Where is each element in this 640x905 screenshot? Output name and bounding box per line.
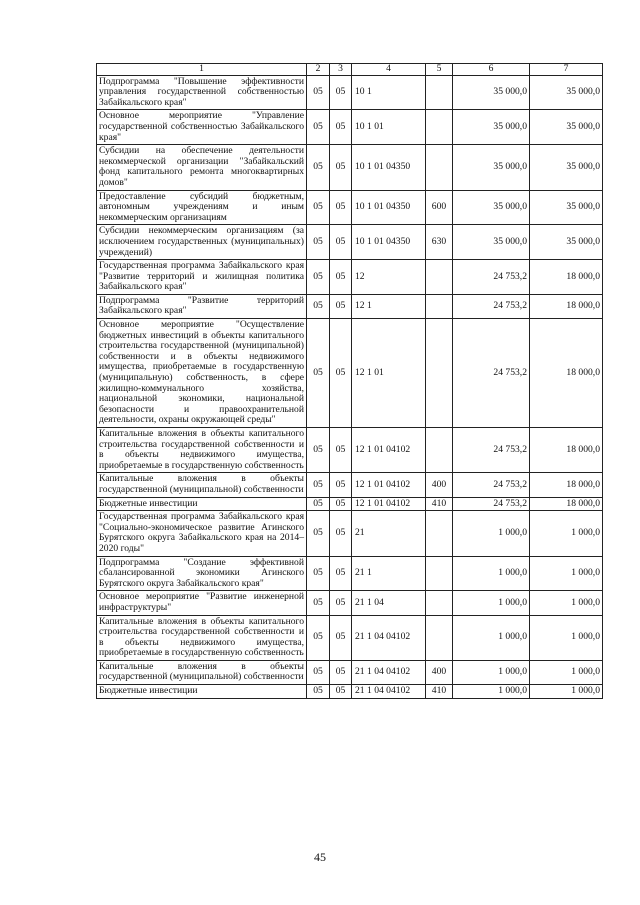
target-article-cell: 21 1 04 04102 bbox=[352, 685, 426, 699]
row-name-cell: Основное мероприятие "Осуществление бюджетных инвестиций в объекты капитального строительства государственной (муниципальной) собственности и в объекты недвижимого имущества, приобретаемые в государственную (муниципальную) собственность, в сфере жилищно-коммунального хозяйства, национальной экономики, национальной безопасности и правоохранительной деятельности, охраны окружающей среды" bbox=[97, 319, 307, 428]
amount-cell-year1: 24 753,2 bbox=[453, 497, 530, 511]
column-header: 2 bbox=[307, 64, 330, 76]
subsection-code-cell: 05 bbox=[330, 511, 352, 556]
table-row bbox=[97, 260, 603, 295]
amount-cell-year2: 1 000,0 bbox=[530, 511, 603, 556]
expense-type-cell bbox=[426, 591, 453, 615]
expense-type-cell bbox=[426, 260, 453, 295]
column-header: 5 bbox=[426, 64, 453, 76]
budget-table bbox=[96, 63, 603, 699]
page-number: 45 bbox=[314, 850, 326, 864]
amount-cell-year1: 1 000,0 bbox=[453, 685, 530, 699]
section-code-cell: 05 bbox=[307, 473, 330, 497]
amount-cell-year2: 35 000,0 bbox=[530, 190, 603, 225]
amount-cell-year2: 1 000,0 bbox=[530, 615, 603, 660]
column-header: 7 bbox=[530, 64, 603, 76]
expense-type-cell: 410 bbox=[426, 497, 453, 511]
column-header: 6 bbox=[453, 64, 530, 76]
expense-type-cell: 630 bbox=[426, 225, 453, 260]
subsection-code-cell: 05 bbox=[330, 319, 352, 428]
amount-cell-year1: 24 753,2 bbox=[453, 260, 530, 295]
subsection-code-cell: 05 bbox=[330, 685, 352, 699]
target-article-cell: 12 1 01 bbox=[352, 319, 426, 428]
row-name-cell: Капитальные вложения в объекты капитального строительства государственной собственности и в объекты недвижимого имущества, приобретаемые в государственную собственность bbox=[97, 428, 307, 473]
amount-cell-year1: 24 753,2 bbox=[453, 473, 530, 497]
row-name-cell: Подпрограмма "Повышение эффективности управления государственной собственностью Забайкальского края" bbox=[97, 75, 307, 110]
target-article-cell: 10 1 01 04350 bbox=[352, 190, 426, 225]
amount-cell-year1: 35 000,0 bbox=[453, 225, 530, 260]
section-code-cell: 05 bbox=[307, 497, 330, 511]
subsection-code-cell: 05 bbox=[330, 110, 352, 145]
row-name-cell: Подпрограмма "Развитие территорий Забайкальского края" bbox=[97, 294, 307, 318]
table-row bbox=[97, 511, 603, 556]
table-row bbox=[97, 145, 603, 190]
expense-type-cell bbox=[426, 319, 453, 428]
row-name-cell: Основное мероприятие "Управление государственной собственностью Забайкальского края" bbox=[97, 110, 307, 145]
column-header: 1 bbox=[97, 64, 307, 76]
row-name-cell: Основное мероприятие "Развитие инженерной инфраструктуры" bbox=[97, 591, 307, 615]
amount-cell-year2: 1 000,0 bbox=[530, 556, 603, 591]
table-row bbox=[97, 319, 603, 428]
subsection-code-cell: 05 bbox=[330, 428, 352, 473]
expense-type-cell: 400 bbox=[426, 660, 453, 684]
expense-type-cell bbox=[426, 615, 453, 660]
table-row bbox=[97, 75, 603, 110]
expense-type-cell bbox=[426, 145, 453, 190]
section-code-cell: 05 bbox=[307, 75, 330, 110]
row-name-cell: Предоставление субсидий бюджетным, автономным учреждениям и иным некоммерческим организациям bbox=[97, 190, 307, 225]
target-article-cell: 12 1 01 04102 bbox=[352, 473, 426, 497]
target-article-cell: 12 1 01 04102 bbox=[352, 497, 426, 511]
row-name-cell: Бюджетные инвестиции bbox=[97, 685, 307, 699]
target-article-cell: 21 1 bbox=[352, 556, 426, 591]
amount-cell-year2: 1 000,0 bbox=[530, 685, 603, 699]
table-row bbox=[97, 473, 603, 497]
section-code-cell: 05 bbox=[307, 685, 330, 699]
amount-cell-year2: 18 000,0 bbox=[530, 497, 603, 511]
amount-cell-year2: 18 000,0 bbox=[530, 260, 603, 295]
expense-type-cell: 600 bbox=[426, 190, 453, 225]
subsection-code-cell: 05 bbox=[330, 225, 352, 260]
section-code-cell: 05 bbox=[307, 591, 330, 615]
target-article-cell: 21 bbox=[352, 511, 426, 556]
amount-cell-year2: 35 000,0 bbox=[530, 75, 603, 110]
table-row bbox=[97, 428, 603, 473]
row-name-cell: Субсидии некоммерческим организациям (за исключением государственных (муниципальных) учреждений) bbox=[97, 225, 307, 260]
section-code-cell: 05 bbox=[307, 319, 330, 428]
section-code-cell: 05 bbox=[307, 511, 330, 556]
column-header: 4 bbox=[352, 64, 426, 76]
target-article-cell: 21 1 04 04102 bbox=[352, 660, 426, 684]
amount-cell-year2: 1 000,0 bbox=[530, 591, 603, 615]
row-name-cell: Субсидии на обеспечение деятельности некоммерческой организации "Забайкальский фонд капитального ремонта многоквартирных домов" bbox=[97, 145, 307, 190]
table-row bbox=[97, 615, 603, 660]
target-article-cell: 21 1 04 04102 bbox=[352, 615, 426, 660]
table-header-row bbox=[97, 64, 603, 76]
target-article-cell: 12 1 01 04102 bbox=[352, 428, 426, 473]
section-code-cell: 05 bbox=[307, 225, 330, 260]
subsection-code-cell: 05 bbox=[330, 145, 352, 190]
expense-type-cell bbox=[426, 511, 453, 556]
section-code-cell: 05 bbox=[307, 660, 330, 684]
target-article-cell: 21 1 04 bbox=[352, 591, 426, 615]
table-row bbox=[97, 110, 603, 145]
target-article-cell: 12 1 bbox=[352, 294, 426, 318]
expense-type-cell bbox=[426, 556, 453, 591]
amount-cell-year2: 18 000,0 bbox=[530, 473, 603, 497]
target-article-cell: 10 1 01 bbox=[352, 110, 426, 145]
amount-cell-year1: 35 000,0 bbox=[453, 145, 530, 190]
table-row bbox=[97, 591, 603, 615]
subsection-code-cell: 05 bbox=[330, 591, 352, 615]
target-article-cell: 10 1 bbox=[352, 75, 426, 110]
expense-type-cell bbox=[426, 75, 453, 110]
amount-cell-year2: 35 000,0 bbox=[530, 110, 603, 145]
expense-type-cell bbox=[426, 428, 453, 473]
subsection-code-cell: 05 bbox=[330, 75, 352, 110]
expense-type-cell: 410 bbox=[426, 685, 453, 699]
expense-type-cell bbox=[426, 294, 453, 318]
target-article-cell: 10 1 01 04350 bbox=[352, 145, 426, 190]
amount-cell-year2: 18 000,0 bbox=[530, 319, 603, 428]
amount-cell-year1: 24 753,2 bbox=[453, 428, 530, 473]
table-row bbox=[97, 497, 603, 511]
amount-cell-year1: 35 000,0 bbox=[453, 110, 530, 145]
expense-type-cell bbox=[426, 110, 453, 145]
row-name-cell: Бюджетные инвестиции bbox=[97, 497, 307, 511]
subsection-code-cell: 05 bbox=[330, 260, 352, 295]
subsection-code-cell: 05 bbox=[330, 294, 352, 318]
subsection-code-cell: 05 bbox=[330, 556, 352, 591]
section-code-cell: 05 bbox=[307, 615, 330, 660]
row-name-cell: Государственная программа Забайкальского края "Социально-экономическое развитие Агинского Бурятского округа Забайкальского края на 2014–2020 годы" bbox=[97, 511, 307, 556]
column-header: 3 bbox=[330, 64, 352, 76]
section-code-cell: 05 bbox=[307, 428, 330, 473]
table-row bbox=[97, 556, 603, 591]
section-code-cell: 05 bbox=[307, 556, 330, 591]
section-code-cell: 05 bbox=[307, 190, 330, 225]
section-code-cell: 05 bbox=[307, 110, 330, 145]
subsection-code-cell: 05 bbox=[330, 473, 352, 497]
amount-cell-year1: 35 000,0 bbox=[453, 75, 530, 110]
amount-cell-year1: 24 753,2 bbox=[453, 319, 530, 428]
amount-cell-year1: 1 000,0 bbox=[453, 591, 530, 615]
section-code-cell: 05 bbox=[307, 260, 330, 295]
subsection-code-cell: 05 bbox=[330, 660, 352, 684]
table-row bbox=[97, 225, 603, 260]
target-article-cell: 10 1 01 04350 bbox=[352, 225, 426, 260]
amount-cell-year1: 1 000,0 bbox=[453, 556, 530, 591]
amount-cell-year1: 1 000,0 bbox=[453, 660, 530, 684]
section-code-cell: 05 bbox=[307, 145, 330, 190]
target-article-cell: 12 bbox=[352, 260, 426, 295]
expense-type-cell: 400 bbox=[426, 473, 453, 497]
amount-cell-year2: 18 000,0 bbox=[530, 428, 603, 473]
budget-table-page bbox=[96, 63, 602, 699]
amount-cell-year2: 1 000,0 bbox=[530, 660, 603, 684]
table-row bbox=[97, 660, 603, 684]
row-name-cell: Подпрограмма "Создание эффективной сбалансированной экономики Агинского Бурятского округа Забайкальского края" bbox=[97, 556, 307, 591]
amount-cell-year2: 35 000,0 bbox=[530, 145, 603, 190]
amount-cell-year1: 24 753,2 bbox=[453, 294, 530, 318]
amount-cell-year1: 1 000,0 bbox=[453, 511, 530, 556]
table-row bbox=[97, 190, 603, 225]
subsection-code-cell: 05 bbox=[330, 190, 352, 225]
row-name-cell: Капитальные вложения в объекты государственной (муниципальной) собственности bbox=[97, 473, 307, 497]
amount-cell-year1: 35 000,0 bbox=[453, 190, 530, 225]
subsection-code-cell: 05 bbox=[330, 615, 352, 660]
row-name-cell: Капитальные вложения в объекты капитального строительства государственной собственности и в объекты недвижимого имущества, приобретаемые в государственную собственность bbox=[97, 615, 307, 660]
row-name-cell: Государственная программа Забайкальского края "Развитие территорий и жилищная политика Забайкальского края" bbox=[97, 260, 307, 295]
section-code-cell: 05 bbox=[307, 294, 330, 318]
subsection-code-cell: 05 bbox=[330, 497, 352, 511]
amount-cell-year2: 18 000,0 bbox=[530, 294, 603, 318]
amount-cell-year1: 1 000,0 bbox=[453, 615, 530, 660]
amount-cell-year2: 35 000,0 bbox=[530, 225, 603, 260]
table-row bbox=[97, 685, 603, 699]
row-name-cell: Капитальные вложения в объекты государственной (муниципальной) собственности bbox=[97, 660, 307, 684]
table-row bbox=[97, 294, 603, 318]
